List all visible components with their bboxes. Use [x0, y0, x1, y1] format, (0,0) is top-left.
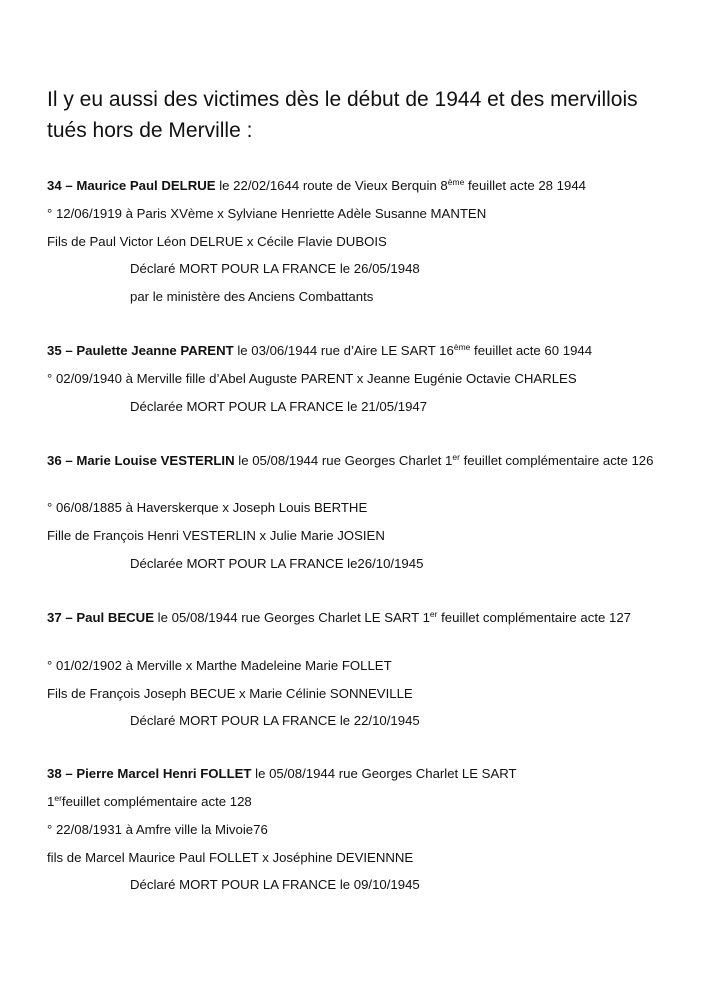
- entry-parents: Fils de François Joseph BECUE x Marie Célinie SONNEVILLE: [47, 686, 413, 701]
- entry-death-after: feuillet complémentaire acte 127: [437, 610, 631, 625]
- entry-name: 37 – Paul BECUE: [47, 610, 155, 625]
- entry-parents: fils de Marcel Maurice Paul FOLLET x Joséphine DEVIENNNE: [47, 850, 414, 865]
- entry-name: 36 – Marie Louise VESTERLIN: [47, 453, 235, 468]
- page-heading: Il y eu aussi des victimes dès le début de 1944 et des mervillois tués hors de Merville :: [47, 88, 638, 142]
- entry-death-pre: 1: [47, 794, 55, 809]
- entry-birth: ° 01/02/1902 à Merville x Marthe Madeleine Marie FOLLET: [47, 658, 392, 673]
- entry-birth: ° 06/08/1885 à Haverskerque x Joseph Louis BERTHE: [47, 500, 368, 515]
- entry-declared: Déclaré MORT POUR LA FRANCE le 22/10/1945: [130, 713, 420, 728]
- entry-death-line-2: [47, 793, 252, 811]
- entry-birth: ° 12/06/1919 à Paris XVème x Sylviane Henriette Adèle Susanne MANTEN: [47, 206, 487, 221]
- entry-death: le 05/08/1944 rue Georges Charlet 1: [234, 453, 453, 468]
- entry-death-line: [47, 452, 683, 470]
- entry-death-line: [47, 609, 683, 627]
- entry-birth: ° 22/08/1931 à Amfre ville la Mivoie76: [47, 822, 268, 837]
- entry-extra: par le ministère des Anciens Combattants: [130, 289, 374, 304]
- entry-death-line: [47, 177, 586, 195]
- entry-death-after: feuillet acte 28 1944: [464, 178, 587, 193]
- entry-declared: Déclaré MORT POUR LA FRANCE le 26/05/1948: [130, 261, 420, 276]
- entry-death-line: [47, 765, 517, 783]
- entry-declared: Déclarée MORT POUR LA FRANCE le 21/05/1947: [130, 399, 428, 414]
- entry-death: le 03/06/1944 rue d’Aire LE SART 16: [233, 343, 454, 358]
- entry-name: 34 – Maurice Paul DELRUE: [47, 178, 216, 193]
- entry-death: le 05/08/1944 rue Georges Charlet LE SART 1: [154, 610, 430, 625]
- entry-death: le 05/08/1944 rue Georges Charlet LE SART: [251, 766, 517, 781]
- entry-death-after: feuillet complémentaire acte 126: [459, 453, 654, 468]
- entry-death-after: feuillet acte 60 1944: [470, 343, 593, 358]
- entry-declared: Déclarée MORT POUR LA FRANCE le26/10/1945: [130, 556, 424, 571]
- entry-parents: Fille de François Henri VESTERLIN x Julie Marie JOSIEN: [47, 528, 385, 543]
- entry-death-sup: er: [429, 609, 438, 619]
- entry-declared: Déclaré MORT POUR LA FRANCE le 09/10/1945: [130, 877, 420, 892]
- entry-death: le 22/02/1644 route de Vieux Berquin 8: [215, 178, 448, 193]
- entry-name: 35 – Paulette Jeanne PARENT: [47, 343, 234, 358]
- entry-death-after: feuillet complémentaire acte 128: [61, 794, 252, 809]
- entry-birth: ° 02/09/1940 à Merville fille d’Abel Auguste PARENT x Jeanne Eugénie Octavie CHARLES: [47, 371, 577, 386]
- entry-death-sup: er: [452, 452, 460, 462]
- entry-parents: Fils de Paul Victor Léon DELRUE x Cécile Flavie DUBOIS: [47, 234, 387, 249]
- entry-death-sup: er: [54, 793, 62, 803]
- entry-name: 38 – Pierre Marcel Henri FOLLET: [47, 766, 252, 781]
- entry-death-sup: ème: [447, 177, 465, 187]
- entry-death-line: [47, 342, 592, 360]
- entry-death-sup: ème: [453, 342, 471, 352]
